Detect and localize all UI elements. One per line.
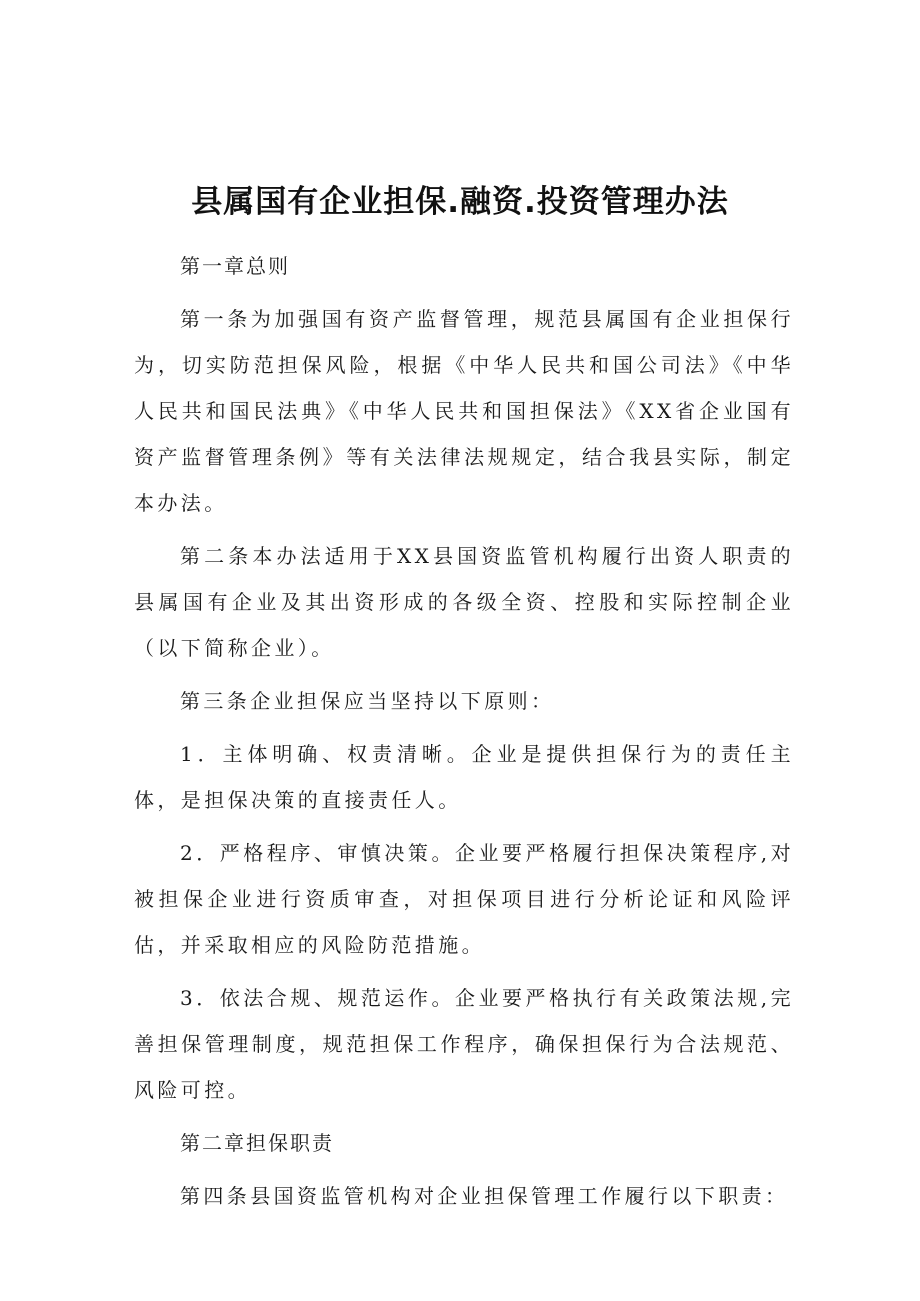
chapter-heading: 第一章总则 — [180, 254, 290, 278]
chapter-heading: 第二章担保职责 — [180, 1131, 334, 1155]
list-item-paragraph: 1．主体明确、权责清晰。企业是提供担保行为的责任主体，是担保决策的直接责任人。 — [134, 742, 794, 812]
document-body — [134, 243, 794, 1226]
article-paragraph: 第二条本办法适用于XX县国资监管机构履行出资人职责的县属国有企业及其出资形成的各级全资、控股和实际控制企业（以下简称企业）。 — [134, 544, 794, 660]
article-paragraph: 第三条企业担保应当坚持以下原则： — [180, 689, 555, 713]
document-title: 县属国有企业担保.融资.投资管理办法 — [191, 184, 729, 220]
article-paragraph: 第四条县国资监管机构对企业担保管理工作履行以下职责： — [180, 1184, 789, 1208]
list-item-paragraph: 2．严格程序、审慎决策。企业要严格履行担保决策程序,对被担保企业进行资质审查，对担保项目进行分析论证和风险评估，并采取相应的风险防范措施。 — [134, 841, 794, 957]
article-paragraph: 第一条为加强国有资产监督管理，规范县属国有企业担保行为，切实防范担保风险，根据《中华人民共和国公司法》《中华人民共和国民法典》《中华人民共和国担保法》《XX省企业国有资产监督管理条例》等有关法律法规规定，结合我县实际，制定本办法。 — [134, 307, 794, 515]
list-item-paragraph: 3．依法合规、规范运作。企业要严格执行有关政策法规,完善担保管理制度，规范担保工作程序，确保担保行为合法规范、风险可控。 — [134, 986, 794, 1102]
